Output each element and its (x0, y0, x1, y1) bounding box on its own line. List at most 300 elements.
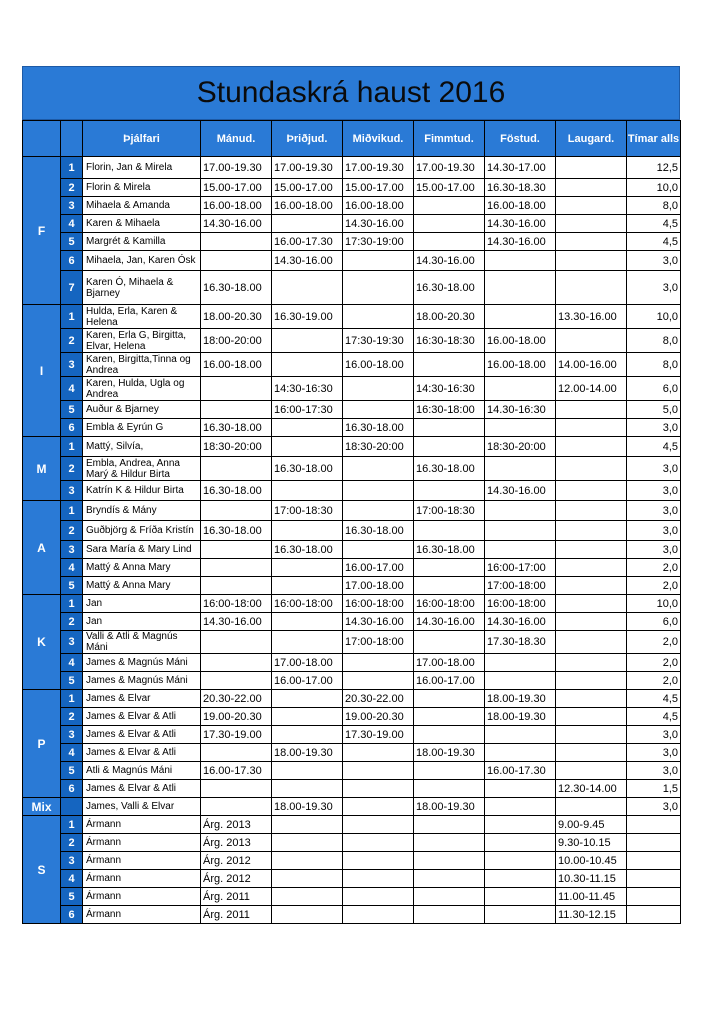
total-hours: 10,0 (627, 595, 681, 613)
total-hours: 3,0 (627, 457, 681, 481)
total-hours: 2,0 (627, 654, 681, 672)
time-cell-mon: 19.00-20.30 (201, 708, 272, 726)
total-hours: 10,0 (627, 305, 681, 329)
time-cell-tue: 16.30-18.00 (272, 457, 343, 481)
trainer-name: Jan (83, 613, 201, 631)
trainer-name: James & Magnús Máni (83, 654, 201, 672)
header-saturday: Laugard. (556, 121, 627, 157)
time-cell-wed (343, 305, 414, 329)
trainer-name: Ármann (83, 834, 201, 852)
time-cell-sat: 13.30-16.00 (556, 305, 627, 329)
time-cell-thu (414, 816, 485, 834)
total-hours: 3,0 (627, 271, 681, 305)
time-cell-thu (414, 906, 485, 924)
time-cell-sat (556, 595, 627, 613)
time-cell-tue: 16:00-17:30 (272, 401, 343, 419)
time-cell-mon: 17.30-19.00 (201, 726, 272, 744)
time-cell-sat (556, 690, 627, 708)
time-cell-thu (414, 215, 485, 233)
trainer-name: Ármann (83, 888, 201, 906)
time-cell-fri: 18.00-19.30 (485, 690, 556, 708)
time-cell-tue: 15.00-17.00 (272, 179, 343, 197)
time-cell-wed: 17.30-19.00 (343, 726, 414, 744)
time-cell-sat (556, 437, 627, 457)
time-cell-mon (201, 501, 272, 521)
time-cell-tue (272, 870, 343, 888)
time-cell-thu (414, 559, 485, 577)
time-cell-fri (485, 888, 556, 906)
table-row (23, 541, 681, 559)
table-row (23, 179, 681, 197)
row-number: 4 (61, 654, 83, 672)
time-cell-fri (485, 457, 556, 481)
time-cell-thu (414, 197, 485, 215)
time-cell-wed: 17.00-18.00 (343, 577, 414, 595)
time-cell-wed (343, 744, 414, 762)
time-cell-wed (343, 672, 414, 690)
header-tuesday: Þriðjud. (272, 121, 343, 157)
time-cell-tue (272, 726, 343, 744)
time-cell-mon: Árg. 2012 (201, 852, 272, 870)
time-cell-mon (201, 559, 272, 577)
time-cell-wed: 16.00-18.00 (343, 353, 414, 377)
total-hours: 6,0 (627, 377, 681, 401)
time-cell-tue (272, 708, 343, 726)
row-number: 6 (61, 251, 83, 271)
total-hours: 4,5 (627, 215, 681, 233)
table-row (23, 816, 681, 834)
time-cell-thu (414, 577, 485, 595)
time-cell-fri (485, 251, 556, 271)
row-number: 6 (61, 419, 83, 437)
row-number: 7 (61, 271, 83, 305)
time-cell-fri (485, 541, 556, 559)
row-number: 5 (61, 888, 83, 906)
time-cell-tue: 16.00-17.00 (272, 672, 343, 690)
time-cell-mon: 16.00-18.00 (201, 197, 272, 215)
time-cell-mon: 20.30-22.00 (201, 690, 272, 708)
trainer-name: Margrét & Kamilla (83, 233, 201, 251)
time-cell-thu (414, 834, 485, 852)
group-label: P (23, 690, 61, 798)
group-label: I (23, 305, 61, 437)
row-number: 1 (61, 437, 83, 457)
total-hours: 3,0 (627, 541, 681, 559)
time-cell-fri: 16.30-18.30 (485, 179, 556, 197)
time-cell-thu (414, 419, 485, 437)
trainer-name: Karen, Hulda, Ugla og Andrea (83, 377, 201, 401)
group-label: S (23, 816, 61, 924)
time-cell-thu: 14:30-16:30 (414, 377, 485, 401)
time-cell-thu: 16:30-18:30 (414, 329, 485, 353)
trainer-name: Mattý, Silvía, (83, 437, 201, 457)
row-number: 2 (61, 457, 83, 481)
time-cell-fri: 14.30-16.00 (485, 613, 556, 631)
schedule-sheet (22, 66, 680, 924)
time-cell-tue: 14:30-16:30 (272, 377, 343, 401)
row-number: 6 (61, 780, 83, 798)
time-cell-mon: 18:30-20:00 (201, 437, 272, 457)
table-row (23, 215, 681, 233)
row-number: 5 (61, 762, 83, 780)
row-number: 5 (61, 233, 83, 251)
time-cell-fri (485, 419, 556, 437)
total-hours (627, 906, 681, 924)
trainer-name: James & Elvar & Atli (83, 708, 201, 726)
time-cell-wed: 16.00-18.00 (343, 197, 414, 215)
time-cell-sat (556, 233, 627, 251)
table-row (23, 798, 681, 816)
header-group-cell (23, 121, 61, 157)
time-cell-mon: 16.00-17.30 (201, 762, 272, 780)
time-cell-fri: 17:00-18:00 (485, 577, 556, 595)
page-title: Stundaskrá haust 2016 (22, 66, 680, 120)
time-cell-tue (272, 762, 343, 780)
table-row (23, 521, 681, 541)
time-cell-sat: 9.00-9.45 (556, 816, 627, 834)
trainer-name: James, Valli & Elvar (83, 798, 201, 816)
time-cell-mon (201, 251, 272, 271)
time-cell-thu: 17.00-18.00 (414, 654, 485, 672)
time-cell-tue (272, 481, 343, 501)
row-number: 3 (61, 852, 83, 870)
time-cell-mon (201, 401, 272, 419)
time-cell-wed: 16.30-18.00 (343, 419, 414, 437)
time-cell-mon (201, 631, 272, 654)
time-cell-fri: 16.00-18.00 (485, 353, 556, 377)
time-cell-thu: 18.00-20.30 (414, 305, 485, 329)
group-label: F (23, 157, 61, 305)
trainer-name: Florin & Mirela (83, 179, 201, 197)
total-hours (627, 834, 681, 852)
table-row (23, 780, 681, 798)
table-row (23, 613, 681, 631)
time-cell-wed (343, 906, 414, 924)
table-row (23, 631, 681, 654)
time-cell-wed (343, 377, 414, 401)
time-cell-tue (272, 834, 343, 852)
time-cell-sat (556, 197, 627, 215)
row-number: 2 (61, 179, 83, 197)
time-cell-sat: 10.00-10.45 (556, 852, 627, 870)
time-cell-sat (556, 157, 627, 179)
time-cell-fri (485, 501, 556, 521)
time-cell-tue (272, 906, 343, 924)
time-cell-mon (201, 233, 272, 251)
time-cell-fri (485, 305, 556, 329)
time-cell-thu (414, 631, 485, 654)
time-cell-tue: 14.30-16.00 (272, 251, 343, 271)
time-cell-fri: 16:00-17:00 (485, 559, 556, 577)
row-number: 3 (61, 541, 83, 559)
row-number: 1 (61, 595, 83, 613)
time-cell-mon: 14.30-16.00 (201, 215, 272, 233)
time-cell-fri: 18:30-20:00 (485, 437, 556, 457)
time-cell-sat: 12.30-14.00 (556, 780, 627, 798)
time-cell-fri (485, 271, 556, 305)
row-number: 4 (61, 215, 83, 233)
time-cell-tue (272, 852, 343, 870)
time-cell-thu: 16.00-17.00 (414, 672, 485, 690)
time-cell-tue: 17:00-18:30 (272, 501, 343, 521)
time-cell-fri (485, 798, 556, 816)
trainer-name: Mattý & Anna Mary (83, 577, 201, 595)
time-cell-mon (201, 744, 272, 762)
time-cell-mon: Árg. 2013 (201, 816, 272, 834)
total-hours: 2,0 (627, 577, 681, 595)
time-cell-tue (272, 577, 343, 595)
time-cell-tue: 17.00-18.00 (272, 654, 343, 672)
table-row (23, 437, 681, 457)
time-cell-tue: 18.00-19.30 (272, 798, 343, 816)
time-cell-wed: 17:30-19:30 (343, 329, 414, 353)
table-row (23, 744, 681, 762)
table-row (23, 401, 681, 419)
row-number: 4 (61, 870, 83, 888)
time-cell-thu (414, 481, 485, 501)
time-cell-fri: 14.30-16.00 (485, 233, 556, 251)
table-row (23, 672, 681, 690)
table-row (23, 708, 681, 726)
time-cell-sat (556, 631, 627, 654)
time-cell-thu (414, 437, 485, 457)
row-number: 1 (61, 305, 83, 329)
time-cell-thu (414, 353, 485, 377)
table-row (23, 251, 681, 271)
trainer-name: Embla & Eyrún G (83, 419, 201, 437)
total-hours: 2,0 (627, 559, 681, 577)
header-row (23, 121, 681, 157)
time-cell-mon: 17.00-19.30 (201, 157, 272, 179)
trainer-name: James & Magnús Máni (83, 672, 201, 690)
row-number: 4 (61, 744, 83, 762)
table-row (23, 595, 681, 613)
time-cell-wed (343, 401, 414, 419)
time-cell-mon: 16.30-18.00 (201, 419, 272, 437)
row-number: 3 (61, 197, 83, 215)
total-hours (627, 852, 681, 870)
time-cell-wed (343, 888, 414, 906)
time-cell-sat: 14.00-16.00 (556, 353, 627, 377)
time-cell-thu: 17.00-19.30 (414, 157, 485, 179)
time-cell-thu: 16.30-18.00 (414, 271, 485, 305)
time-cell-thu (414, 780, 485, 798)
total-hours: 10,0 (627, 179, 681, 197)
time-cell-fri: 18.00-19.30 (485, 708, 556, 726)
time-cell-tue (272, 613, 343, 631)
time-cell-wed: 19.00-20.30 (343, 708, 414, 726)
time-cell-tue (272, 780, 343, 798)
time-cell-wed (343, 481, 414, 501)
row-number: 6 (61, 906, 83, 924)
time-cell-wed (343, 798, 414, 816)
table-row (23, 888, 681, 906)
time-cell-thu (414, 233, 485, 251)
time-cell-sat (556, 481, 627, 501)
row-number: 1 (61, 157, 83, 179)
time-cell-tue (272, 816, 343, 834)
time-cell-mon: 16.30-18.00 (201, 481, 272, 501)
time-cell-fri: 17.30-18.30 (485, 631, 556, 654)
time-cell-thu: 16:00-18:00 (414, 595, 485, 613)
header-total: Tímar alls (627, 121, 681, 157)
header-friday: Föstud. (485, 121, 556, 157)
trainer-name: Hulda, Erla, Karen & Helena (83, 305, 201, 329)
time-cell-wed (343, 541, 414, 559)
group-label: M (23, 437, 61, 501)
trainer-name: Ármann (83, 816, 201, 834)
time-cell-sat (556, 559, 627, 577)
time-cell-sat (556, 577, 627, 595)
time-cell-mon: Árg. 2013 (201, 834, 272, 852)
group-label: K (23, 595, 61, 690)
time-cell-tue (272, 631, 343, 654)
time-cell-tue: 16:00-18:00 (272, 595, 343, 613)
time-cell-mon (201, 541, 272, 559)
total-hours (627, 816, 681, 834)
time-cell-sat (556, 457, 627, 481)
time-cell-tue: 16.00-17.30 (272, 233, 343, 251)
time-cell-mon (201, 798, 272, 816)
time-cell-wed: 17.00-19.30 (343, 157, 414, 179)
total-hours: 1,5 (627, 780, 681, 798)
time-cell-fri (485, 870, 556, 888)
header-wednesday: Miðvikud. (343, 121, 414, 157)
time-cell-fri: 14.30-16.00 (485, 481, 556, 501)
trainer-name: Sara María & Mary Lind (83, 541, 201, 559)
row-number: 3 (61, 481, 83, 501)
time-cell-mon (201, 457, 272, 481)
trainer-name: James & Elvar & Atli (83, 726, 201, 744)
trainer-name: Karen & Mihaela (83, 215, 201, 233)
time-cell-wed (343, 762, 414, 780)
table-row (23, 762, 681, 780)
time-cell-mon (201, 377, 272, 401)
time-cell-wed (343, 780, 414, 798)
row-number: 3 (61, 726, 83, 744)
time-cell-mon (201, 780, 272, 798)
time-cell-wed: 16.00-17.00 (343, 559, 414, 577)
time-cell-fri: 14.30-16.00 (485, 215, 556, 233)
total-hours: 8,0 (627, 353, 681, 377)
trainer-name: Mattý & Anna Mary (83, 559, 201, 577)
total-hours: 4,5 (627, 708, 681, 726)
time-cell-tue (272, 329, 343, 353)
time-cell-fri (485, 654, 556, 672)
trainer-name: Embla, Andrea, Anna Marý & Hildur Birta (83, 457, 201, 481)
time-cell-fri (485, 816, 556, 834)
group-label: Mix (23, 798, 61, 816)
row-number: 2 (61, 521, 83, 541)
row-number: 2 (61, 613, 83, 631)
total-hours: 3,0 (627, 762, 681, 780)
trainer-name: Bryndís & Mány (83, 501, 201, 521)
time-cell-wed (343, 870, 414, 888)
time-cell-fri (485, 726, 556, 744)
table-row (23, 559, 681, 577)
total-hours: 3,0 (627, 726, 681, 744)
time-cell-sat (556, 672, 627, 690)
time-cell-sat (556, 271, 627, 305)
time-cell-wed (343, 457, 414, 481)
row-number: 2 (61, 708, 83, 726)
trainer-name: Ármann (83, 852, 201, 870)
total-hours: 3,0 (627, 481, 681, 501)
table-row (23, 305, 681, 329)
time-cell-fri (485, 852, 556, 870)
time-cell-mon (201, 654, 272, 672)
row-number: 4 (61, 377, 83, 401)
time-cell-sat (556, 708, 627, 726)
trainer-name: James & Elvar (83, 690, 201, 708)
time-cell-wed: 17:30-19:00 (343, 233, 414, 251)
time-cell-sat (556, 541, 627, 559)
table-row (23, 501, 681, 521)
table-row (23, 457, 681, 481)
trainer-name: Atli & Magnús Máni (83, 762, 201, 780)
time-cell-mon: Árg. 2012 (201, 870, 272, 888)
total-hours: 4,5 (627, 690, 681, 708)
time-cell-wed (343, 654, 414, 672)
time-cell-tue: 16.30-18.00 (272, 541, 343, 559)
row-number: 5 (61, 672, 83, 690)
time-cell-fri (485, 377, 556, 401)
total-hours: 2,0 (627, 672, 681, 690)
time-cell-thu: 16.30-18.00 (414, 541, 485, 559)
table-row (23, 419, 681, 437)
time-cell-thu: 18.00-19.30 (414, 744, 485, 762)
time-cell-tue (272, 353, 343, 377)
total-hours: 6,0 (627, 613, 681, 631)
time-cell-sat (556, 798, 627, 816)
time-cell-fri: 16.00-18.00 (485, 197, 556, 215)
time-cell-wed: 17:00-18:00 (343, 631, 414, 654)
table-row (23, 481, 681, 501)
trainer-name: Ármann (83, 906, 201, 924)
time-cell-wed (343, 271, 414, 305)
time-cell-thu (414, 888, 485, 906)
time-cell-thu (414, 762, 485, 780)
header-thursday: Fimmtud. (414, 121, 485, 157)
time-cell-tue (272, 437, 343, 457)
trainer-name: James & Elvar & Atli (83, 780, 201, 798)
time-cell-tue: 16.30-19.00 (272, 305, 343, 329)
table-row (23, 906, 681, 924)
time-cell-thu: 16:30-18:00 (414, 401, 485, 419)
total-hours: 3,0 (627, 419, 681, 437)
table-row (23, 377, 681, 401)
time-cell-mon: Árg. 2011 (201, 888, 272, 906)
time-cell-wed: 16:00-18:00 (343, 595, 414, 613)
row-number: 5 (61, 577, 83, 595)
time-cell-fri (485, 744, 556, 762)
trainer-name: Karen, Erla G, Birgitta, Elvar, Helena (83, 329, 201, 353)
time-cell-wed (343, 852, 414, 870)
table-row (23, 654, 681, 672)
table-row (23, 197, 681, 215)
time-cell-sat (556, 521, 627, 541)
time-cell-sat (556, 215, 627, 233)
table-row (23, 157, 681, 179)
time-cell-thu (414, 521, 485, 541)
time-cell-fri: 16.00-18.00 (485, 329, 556, 353)
time-cell-wed (343, 816, 414, 834)
trainer-name: Ármann (83, 870, 201, 888)
table-row (23, 726, 681, 744)
row-number: 1 (61, 690, 83, 708)
time-cell-tue (272, 419, 343, 437)
total-hours: 3,0 (627, 798, 681, 816)
